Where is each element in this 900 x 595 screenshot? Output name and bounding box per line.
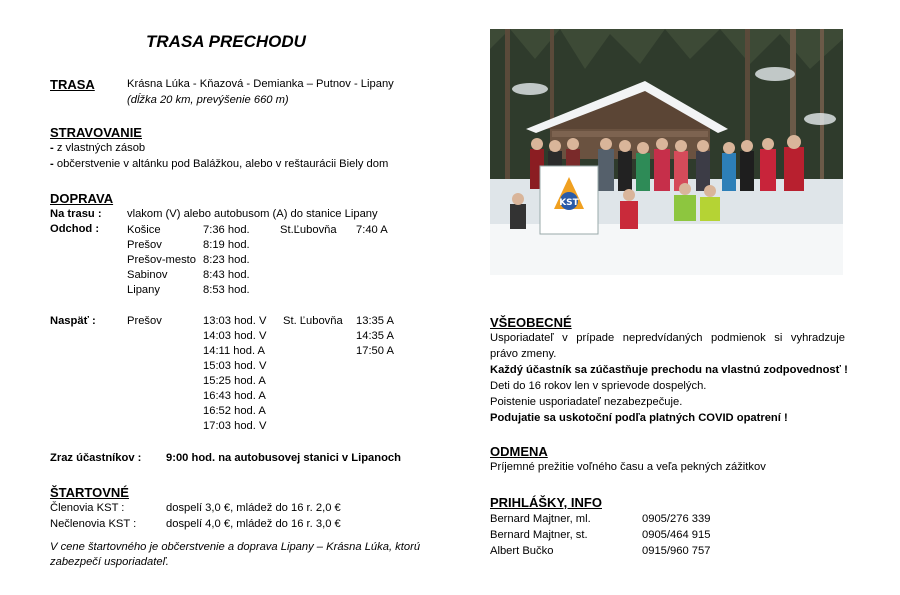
contact-name: Bernard Majtner, ml. [490,513,591,525]
odchod-time: 8:23 hod. [203,254,250,266]
startovne-note: V cene štartovného je občerstvenie a doprava Lipany – Krásna Lúka, ktorú [50,541,421,553]
vseobecne-heading: VŠEOBECNÉ [490,315,572,330]
startovne-who: Nečlenovia KST : [50,518,137,530]
vseobecne-bold: Podujatie sa uskotoční podľa platných COVID opatrení ! [490,412,788,424]
vseobecne-text: právo zmeny. [490,348,557,360]
contact-name: Bernard Majtner, st. [490,529,588,541]
trasa-route: Krásna Lúka - Kňazová - Demianka – Putnov - Lipany [127,78,394,90]
odchod-time: 8:53 hod. [203,284,250,296]
startovne-heading: ŠTARTOVNÉ [50,485,129,500]
na-trasu-label: Na trasu : [50,208,102,220]
odchod-time: 8:43 hod. [203,269,250,281]
vseobecne-text: Poistenie usporiadateľ nezabezpečuje. [490,396,683,408]
na-trasu-text: vlakom (V) alebo autobusom (A) do stanice Lipany [127,208,378,220]
naspat-alt-time: 13:35 A [356,315,394,327]
doprava-heading: DOPRAVA [50,191,114,206]
zraz-text: 9:00 hod. na autobusovej stanici v Lipanoch [166,452,401,464]
odchod-place: Košice [127,224,161,236]
odchod-place: Lipany [127,284,160,296]
contact-name: Albert Bučko [490,545,554,557]
naspat-place: Prešov [127,315,162,327]
naspat-time: 14:11 hod. A [203,345,265,357]
naspat-time: 15:03 hod. V [203,360,267,372]
odchod-place: Prešov-mesto [127,254,197,266]
prihlasky-heading: PRIHLÁŠKY, INFO [490,495,602,510]
odchod-place: Prešov [127,239,162,251]
naspat-alt-time: 17:50 A [356,345,394,357]
odchod-label: Odchod : [50,223,100,235]
banner-text: KST [559,198,579,208]
odchod-time: 7:36 hod. [203,224,250,236]
naspat-time: 14:03 hod. V [203,330,267,342]
naspat-time: 13:03 hod. V [203,315,267,327]
naspat-time: 16:43 hod. A [203,390,266,402]
stravovanie-heading: STRAVOVANIE [50,125,142,140]
vseobecne-bold: Každý účastník sa zúčastňuje prechodu na vlastnú zodpovednosť ! [490,364,848,376]
page-title: TRASA PRECHODU [146,32,306,51]
trasa-details: (dĺžka 20 km, prevýšenie 660 m) [127,94,289,106]
zraz-label: Zraz účastníkov : [50,452,142,464]
contact-phone: 0905/276 339 [642,513,711,525]
startovne-price: dospelí 3,0 €, mládež do 16 r. 2,0 € [166,502,341,514]
startovne-who: Členovia KST : [50,502,125,514]
vseobecne-text: Deti do 16 rokov len v sprievode dospelých. [490,380,707,392]
naspat-time: 16:52 hod. A [203,405,266,417]
stravovanie-item: - občerstvenie v altánku pod Balážkou, alebo v reštaurácii Biely dom [50,158,389,170]
odchod-place: Sabinov [127,269,168,281]
startovne-price: dospelí 4,0 €, mládež do 16 r. 3,0 € [166,518,341,530]
contact-phone: 0905/464 915 [642,529,711,541]
naspat-time: 17:03 hod. V [203,420,267,432]
odmena-heading: ODMENA [490,444,548,459]
odmena-text: Príjemné prežitie voľného času a veľa pekných zážitkov [490,461,766,473]
stravovanie-item: - z vlastných zásob [50,142,146,154]
naspat-alt-time: 14:35 A [356,330,394,342]
naspat-alt-place: St. Ľubovňa [283,315,343,327]
odchod-alt-place: St.Ľubovňa [280,224,337,236]
vseobecne-text: Usporiadateľ v prípade nepredvídaných podmienok si vyhradzuje [490,332,845,344]
naspat-label: Naspäť : [50,315,96,327]
odchod-alt-time: 7:40 A [356,224,388,236]
odchod-time: 8:19 hod. [203,239,250,251]
startovne-note: zabezpečí usporiadateľ. [50,556,169,568]
trasa-heading: TRASA [50,77,95,92]
group-photo [490,29,843,275]
naspat-time: 15:25 hod. A [203,375,266,387]
contact-phone: 0915/960 757 [642,545,711,557]
